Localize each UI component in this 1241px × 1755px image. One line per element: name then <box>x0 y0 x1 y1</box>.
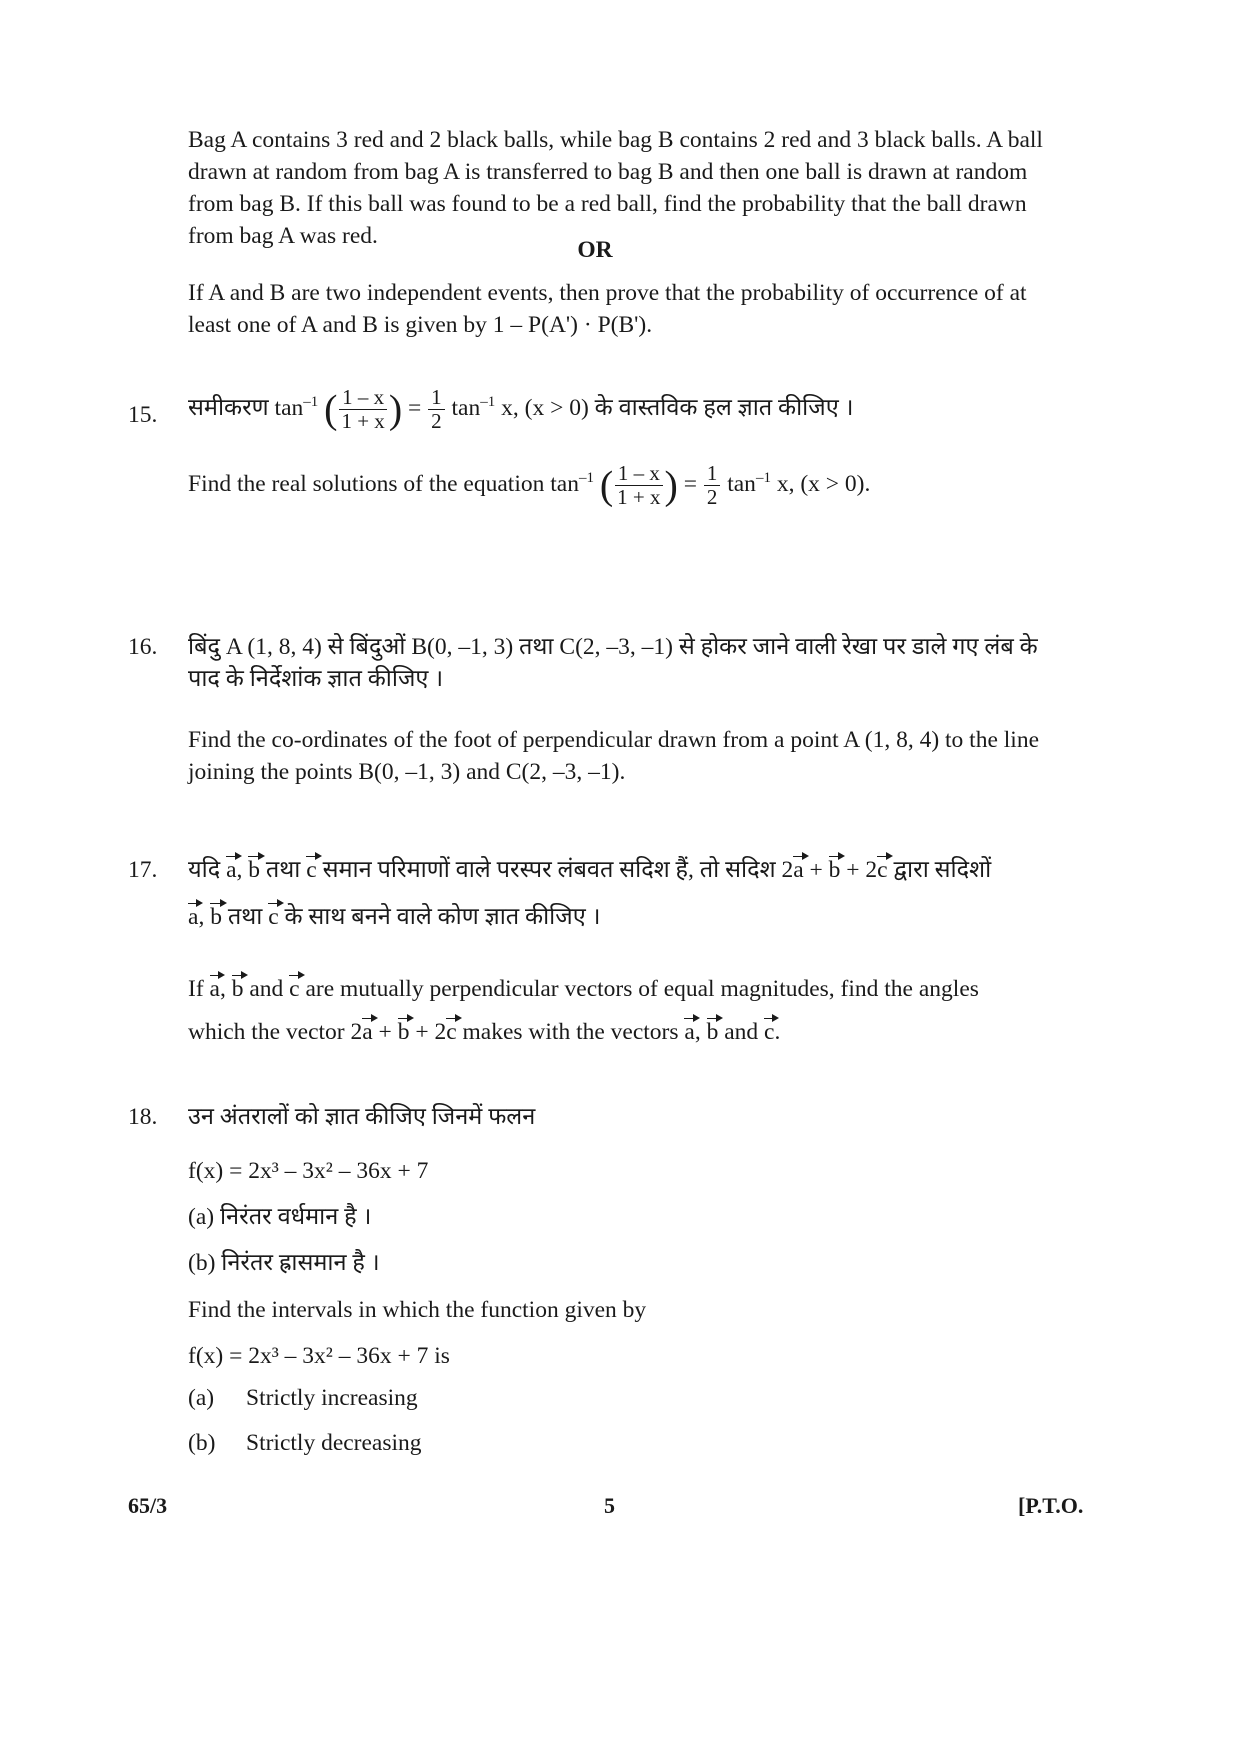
vector-c: c <box>764 1015 774 1046</box>
english-makes-text: makes with the vectors <box>462 1019 679 1045</box>
fraction-numerator: 1 – x <box>615 462 663 486</box>
rhs-tail: x, (x > 0) <box>776 470 865 497</box>
q15-english-lead: Find the real solutions of the equation tan <box>188 470 579 497</box>
question-15-number: 15. <box>128 402 158 428</box>
q15-inverse-sup: –1 <box>303 394 319 411</box>
vector-a: a <box>684 1015 694 1046</box>
question-17-english-line-1 <box>188 972 979 1003</box>
half-denominator: 2 <box>431 409 442 434</box>
rhs-tail: x, (x > 0) <box>501 394 589 421</box>
fraction-numerator: 1 – x <box>339 386 387 410</box>
vector-b: b <box>829 853 841 884</box>
word-tatha: तथा <box>265 857 301 883</box>
option-b-text: Strictly decreasing <box>246 1430 422 1456</box>
half-numerator: 1 <box>428 386 445 410</box>
word-and: and <box>724 1019 759 1045</box>
word-tatha: तथा <box>227 904 263 930</box>
left-paren: ( <box>324 386 338 432</box>
hindi-part-a: (a) निरंतर वर्धमान है । <box>188 1204 372 1230</box>
hindi-part-b: (b) निरंतर ह्रासमान है । <box>188 1250 380 1276</box>
tan-text: tan <box>727 470 756 497</box>
option-a <box>188 1385 418 1412</box>
question-18-number: 18. <box>128 1104 158 1130</box>
vector-a: a <box>362 1015 372 1046</box>
or-separator: OR <box>577 237 613 263</box>
vector-c: c <box>289 972 299 1003</box>
question-16-number: 16. <box>128 634 158 660</box>
period: . <box>774 1019 781 1045</box>
please-turn-over: [P.T.O. <box>1018 1493 1084 1518</box>
left-paren: ( <box>599 462 614 508</box>
word-and: and <box>249 976 284 1002</box>
word-if: If <box>188 976 204 1002</box>
question-15-hindi <box>188 386 854 433</box>
q15-hindi-lead: समीकरण tan <box>188 394 304 421</box>
vector-c: c <box>446 1015 456 1046</box>
question-17-number: 17. <box>128 857 158 883</box>
vector-c: c <box>268 900 278 931</box>
question-16-hindi: बिंदु A (1, 8, 4) से बिंदुओं B(0, –1, 3) तथा C(2, –3, –1) से होकर जाने वाली रेखा पर डाले गए लंब के पाद के निर्देशांक ज्ञात कीजिए । <box>188 634 1038 692</box>
comma: , <box>198 904 205 930</box>
vector-c: c <box>306 853 316 884</box>
vector-b: b <box>707 1015 719 1046</box>
question-18-english: Find the intervals in which the function given by <box>188 1297 647 1323</box>
question-17-hindi-line-1 <box>188 852 991 884</box>
question-14-text: Bag A contains 3 red and 2 black balls, while bag B contains 2 red and 3 black balls. A ball drawn at random from bag A is transferred to bag B and then one ball is drawn at random from bag B. If this ball was found to be a red ball, find the probability that the ball drawn from bag A was red. <box>188 127 1043 249</box>
q15-inverse-sup-4: –1 <box>755 470 771 487</box>
english-which-text: which the vector 2 <box>188 1019 363 1045</box>
plus-two: + 2 <box>846 857 878 883</box>
vector-b: b <box>248 853 260 884</box>
comma: , <box>219 976 226 1002</box>
option-b-label: (b) <box>188 1430 216 1456</box>
equals-sign: = <box>408 394 422 421</box>
hindi-middle-text: समान परिमाणों वाले परस्पर लंबवत सदिश हैं, तो सदिश 2 <box>322 857 794 883</box>
vector-a: a <box>188 900 198 931</box>
option-a-label: (a) <box>188 1385 215 1411</box>
half-denominator: 2 <box>706 485 718 510</box>
q15-inverse-sup-3: –1 <box>578 470 594 487</box>
half-fraction <box>704 462 721 509</box>
vector-a: a <box>210 972 220 1003</box>
right-paren: ) <box>388 386 403 432</box>
plus-sign: + <box>378 1019 392 1045</box>
vector-a: a <box>793 853 803 884</box>
question-17-english-line-2 <box>188 1015 780 1046</box>
equals-sign: = <box>683 470 697 497</box>
half-fraction <box>428 386 445 433</box>
vector-c: c <box>877 853 887 884</box>
paper-code: 65/3 <box>128 1493 168 1518</box>
fraction <box>614 462 663 509</box>
fraction <box>338 386 387 433</box>
hindi-end-text: के साथ बनने वाले कोण ज्ञात कीजिए । <box>284 904 601 930</box>
tan-text: tan <box>451 394 481 421</box>
question-15-english <box>188 462 870 509</box>
plus-sign: + <box>809 857 823 883</box>
question-18-hindi: उन अंतरालों को ज्ञात कीजिए जिनमें फलन <box>188 1104 536 1130</box>
question-16-english: Find the co-ordinates of the foot of perpendicular drawn from a point A (1, 8, 4) to the line joining the points B(0, –1, 3) and C(2, –3, –1). <box>188 727 1040 785</box>
page-number: 5 <box>604 1493 615 1518</box>
fraction-denominator: 1 + x <box>617 485 661 510</box>
comma: , <box>236 857 243 883</box>
vector-b: b <box>398 1015 410 1046</box>
word-dwara: द्वारा सदिशों <box>893 857 992 883</box>
q15-hindi-tail: के वास्तविक हल ज्ञात कीजिए । <box>594 394 854 421</box>
fraction-denominator: 1 + x <box>341 409 385 434</box>
half-numerator: 1 <box>704 462 721 486</box>
vector-b: b <box>232 972 244 1003</box>
right-paren: ) <box>664 462 678 508</box>
period: . <box>864 470 871 497</box>
plus-two: + 2 <box>415 1019 447 1045</box>
question-17-hindi-line-2 <box>188 899 600 931</box>
vector-b: b <box>210 900 222 931</box>
english-middle-text: are mutually perpendicular vectors of equal magnitudes, find the angles <box>305 976 979 1002</box>
function-expression-english: f(x) = 2x³ – 3x² – 36x + 7 is <box>188 1343 450 1369</box>
word-yadi: यदि <box>188 857 221 883</box>
option-a-text: Strictly increasing <box>246 1385 418 1411</box>
question-14-alternative: If A and B are two independent events, then prove that the probability of occurrence of at least one of A and B is given by 1 – P(A') · P(B'). <box>188 280 1027 338</box>
comma: , <box>694 1019 701 1045</box>
option-b <box>188 1430 422 1457</box>
function-expression-hindi: f(x) = 2x³ – 3x² – 36x + 7 <box>188 1158 429 1184</box>
vector-a: a <box>226 853 236 884</box>
q15-inverse-sup-2: –1 <box>480 394 496 411</box>
